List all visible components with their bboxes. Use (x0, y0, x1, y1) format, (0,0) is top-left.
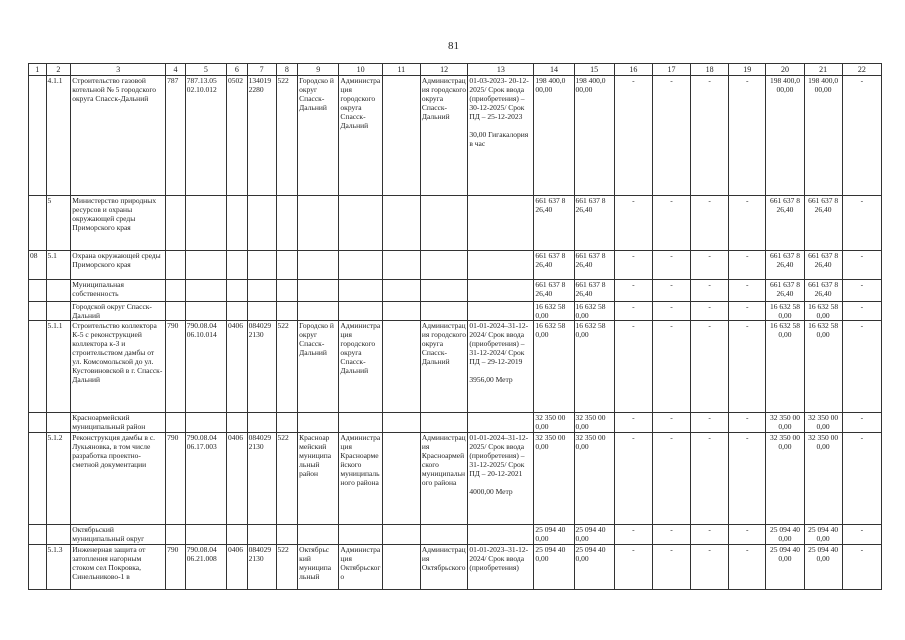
table-cell: - (614, 433, 652, 525)
table-cell: - (691, 251, 729, 280)
table-cell (185, 302, 226, 321)
table-cell: 16 632 58 0,00 (766, 302, 804, 321)
table-cell (339, 196, 382, 251)
table-cell: 01-03-2023- 20-12-2025/ Срок ввода (приобретения) – 30-12-2025/ Срок ПД – 25-12-2023 30,00 Гигакалория в час (468, 76, 534, 196)
table-cell: 522 (276, 545, 298, 590)
table-cell: - (729, 251, 766, 280)
table-cell: - (614, 196, 652, 251)
table-cell (420, 413, 467, 433)
table-cell: Администрация городского округа Спасск-Дальний (420, 321, 467, 413)
table-cell: Охрана окружающей среды Приморского края (71, 251, 166, 280)
column-number: 20 (766, 64, 804, 76)
table-cell: 32 350 00 0,00 (766, 433, 804, 525)
column-number: 3 (71, 64, 166, 76)
table-cell (276, 302, 298, 321)
table-cell: 661 637 8 26,40 (804, 251, 842, 280)
table-cell: 522 (276, 321, 298, 413)
table-cell (339, 525, 382, 545)
table-cell: - (842, 413, 881, 433)
budget-table (28, 63, 882, 590)
table-cell: 661 637 8 26,40 (766, 280, 804, 302)
table-cell: 198 400,0 00,00 (804, 76, 842, 196)
table-cell: 198 400,0 00,00 (766, 76, 804, 196)
table-cell: 198 400,0 00,00 (534, 76, 574, 196)
table-cell: 787 (166, 76, 186, 196)
table-cell (185, 413, 226, 433)
table-cell: - (614, 251, 652, 280)
table-cell: Городско й округ Спасск-Дальний (298, 321, 339, 413)
table-cell (46, 280, 71, 302)
table-cell: - (691, 413, 729, 433)
table-cell (468, 280, 534, 302)
table-cell (382, 76, 420, 196)
table-cell: - (614, 302, 652, 321)
table-cell: 661 637 8 26,40 (766, 251, 804, 280)
table-cell: Строительство коллектора К-5 с реконструкцией коллектора к-3 и строительством дамбы от ул. Комсомольской до ул. Кустовиновской в г. Спасск-Дальний (71, 321, 166, 413)
table-cell (247, 280, 276, 302)
table-cell (227, 280, 248, 302)
table-cell: 198 400,0 00,00 (574, 76, 614, 196)
table-cell: 134019 2280 (247, 76, 276, 196)
table-cell: 01-01-2024–31-12-2025/ Срок ввода (приобретения) – 31-12-2025/ Срок ПД – 20-12-2021 4000,00 Метр (468, 433, 534, 525)
table-cell: - (729, 433, 766, 525)
column-number: 8 (276, 64, 298, 76)
table-cell: 0502 (227, 76, 248, 196)
table-cell (298, 525, 339, 545)
table-row (29, 280, 882, 302)
table-cell (420, 302, 467, 321)
table-cell (468, 302, 534, 321)
table-cell (468, 525, 534, 545)
table-cell: Красноар мейский муниципа льный район (298, 433, 339, 525)
table-cell: - (652, 280, 690, 302)
table-cell (339, 302, 382, 321)
column-number: 14 (534, 64, 574, 76)
table-cell: 0406 (227, 545, 248, 590)
column-number: 18 (691, 64, 729, 76)
table-cell: 08 (29, 251, 47, 280)
table-cell (276, 280, 298, 302)
table-cell: - (614, 525, 652, 545)
table-cell: - (652, 251, 690, 280)
table-cell: - (729, 321, 766, 413)
table-cell: 790.08.04 06.21.008 (185, 545, 226, 590)
table-cell: 661 637 8 26,40 (804, 280, 842, 302)
page-number: 81 (448, 40, 459, 52)
table-cell: - (652, 413, 690, 433)
table-cell (227, 525, 248, 545)
table-cell (276, 196, 298, 251)
table-cell: 32 350 00 0,00 (574, 433, 614, 525)
table-cell: - (842, 302, 881, 321)
table-cell: - (691, 321, 729, 413)
table-cell (382, 433, 420, 525)
table-cell (276, 413, 298, 433)
column-number: 1 (29, 64, 47, 76)
table-cell: 5.1.1 (46, 321, 71, 413)
table-cell: - (691, 196, 729, 251)
table-cell (298, 302, 339, 321)
table-cell: - (729, 76, 766, 196)
table-cell: - (691, 433, 729, 525)
table-cell (382, 280, 420, 302)
header-row (29, 64, 882, 76)
table-cell: - (842, 321, 881, 413)
table-cell (298, 196, 339, 251)
table-cell: - (729, 302, 766, 321)
table-cell (166, 525, 186, 545)
table-cell: 25 094 40 0,00 (766, 545, 804, 590)
table-cell (420, 525, 467, 545)
column-number: 21 (804, 64, 842, 76)
column-number: 13 (468, 64, 534, 76)
table-cell (247, 413, 276, 433)
table-row (29, 76, 882, 196)
table-cell: Министерство природных ресурсов и охраны окружающей среды Приморского края (71, 196, 166, 251)
table-cell: Администрация городского округа Спасск-Дальний (339, 76, 382, 196)
table-cell (166, 196, 186, 251)
table-cell: 25 094 40 0,00 (804, 545, 842, 590)
table-row (29, 196, 882, 251)
table-cell: - (652, 321, 690, 413)
table-cell: 16 632 58 0,00 (804, 302, 842, 321)
table-cell: - (729, 545, 766, 590)
table-row (29, 321, 882, 413)
table-cell (227, 196, 248, 251)
table-cell: Красноармейский муниципальный район (71, 413, 166, 433)
table-cell: - (614, 280, 652, 302)
table-cell: - (614, 413, 652, 433)
column-number: 17 (652, 64, 690, 76)
table-cell (382, 251, 420, 280)
table-cell: - (652, 76, 690, 196)
table-cell: - (842, 251, 881, 280)
table-cell (247, 196, 276, 251)
table-row (29, 525, 882, 545)
table-cell (382, 302, 420, 321)
table-cell (298, 413, 339, 433)
table-cell: 16 632 58 0,00 (766, 321, 804, 413)
column-number: 16 (614, 64, 652, 76)
table-cell: 16 632 58 0,00 (574, 321, 614, 413)
table-cell: - (652, 525, 690, 545)
table-cell: 790 (166, 321, 186, 413)
table-cell (166, 413, 186, 433)
table-cell: 661 637 8 26,40 (574, 251, 614, 280)
table-cell: Инженерная защита от затопления нагорным стоком сел Покровка, Синельниково-1 в (71, 545, 166, 590)
table-cell (339, 280, 382, 302)
table-cell (247, 525, 276, 545)
table-cell: 25 094 40 0,00 (534, 545, 574, 590)
table-cell: 25 094 40 0,00 (574, 525, 614, 545)
table-cell: 084029 2130 (247, 433, 276, 525)
table-cell (185, 525, 226, 545)
table-cell: 0406 (227, 321, 248, 413)
table-cell (468, 413, 534, 433)
table-cell: - (842, 76, 881, 196)
table-cell (185, 280, 226, 302)
table-cell: Городско й округ Спасск-Дальний (298, 76, 339, 196)
table-cell: - (614, 76, 652, 196)
table-cell: Администрация городского округа Спасск-Дальний (420, 76, 467, 196)
table-cell: 32 350 00 0,00 (534, 413, 574, 433)
table-cell: 32 350 00 0,00 (804, 413, 842, 433)
table-cell: 790.08.04 06.10.014 (185, 321, 226, 413)
table-cell (227, 302, 248, 321)
table-cell: 32 350 00 0,00 (574, 413, 614, 433)
column-number: 12 (420, 64, 467, 76)
table-cell (382, 321, 420, 413)
column-number: 4 (166, 64, 186, 76)
table-cell: Строительство газовой котельной № 5 городского округа Спасск-Дальний (71, 76, 166, 196)
table-cell (166, 302, 186, 321)
table-cell: - (729, 413, 766, 433)
table-cell: 661 637 8 26,40 (534, 280, 574, 302)
table-cell: - (691, 280, 729, 302)
column-number: 5 (185, 64, 226, 76)
table-cell: - (842, 545, 881, 590)
table-cell: 661 637 8 26,40 (534, 196, 574, 251)
table-cell: 661 637 8 26,40 (804, 196, 842, 251)
table-cell: - (652, 545, 690, 590)
table-cell: 32 350 00 0,00 (766, 413, 804, 433)
table-cell: - (614, 545, 652, 590)
table-cell (339, 413, 382, 433)
table-cell: 0406 (227, 433, 248, 525)
table-cell (298, 280, 339, 302)
table-cell: Администрация Красноармейского муниципального района (420, 433, 467, 525)
table-cell: - (614, 321, 652, 413)
table-cell (29, 196, 47, 251)
table-cell: 16 632 58 0,00 (534, 302, 574, 321)
table-cell: Администрация Октябрьского (339, 545, 382, 590)
table-cell (382, 525, 420, 545)
table-cell (29, 545, 47, 590)
table-cell (29, 433, 47, 525)
column-number: 2 (46, 64, 71, 76)
table-cell: 16 632 58 0,00 (574, 302, 614, 321)
table-cell: 661 637 8 26,40 (534, 251, 574, 280)
table-cell (468, 251, 534, 280)
table-cell: 16 632 58 0,00 (534, 321, 574, 413)
table-cell: 25 094 40 0,00 (534, 525, 574, 545)
table-cell: Администрация городского округа Спасск-Дальний (339, 321, 382, 413)
table-cell: 32 350 00 0,00 (804, 433, 842, 525)
table-cell: - (691, 302, 729, 321)
table-cell (276, 251, 298, 280)
table-cell: Реконструкция дамбы в с. Лукьяновка, в том числе разработка проектно-сметной документации (71, 433, 166, 525)
table-cell (29, 413, 47, 433)
table-cell: Муниципальная собственность (71, 280, 166, 302)
column-number: 15 (574, 64, 614, 76)
table-cell: 25 094 40 0,00 (574, 545, 614, 590)
table-cell: 522 (276, 433, 298, 525)
table-row (29, 251, 882, 280)
table-cell (166, 251, 186, 280)
table-cell: - (652, 302, 690, 321)
table-cell: Администрация Октябрьского (420, 545, 467, 590)
table-cell: 4.1.1 (46, 76, 71, 196)
table-cell (276, 525, 298, 545)
table-cell: 661 637 8 26,40 (574, 196, 614, 251)
table-cell: - (691, 76, 729, 196)
table-cell: - (729, 196, 766, 251)
column-number: 11 (382, 64, 420, 76)
table-cell (46, 525, 71, 545)
table-cell: 25 094 40 0,00 (766, 525, 804, 545)
column-number: 7 (247, 64, 276, 76)
table-cell (247, 251, 276, 280)
column-number: 19 (729, 64, 766, 76)
table-cell (46, 302, 71, 321)
table-cell (227, 413, 248, 433)
table-cell: 32 350 00 0,00 (534, 433, 574, 525)
table-cell (420, 251, 467, 280)
table-cell (339, 251, 382, 280)
column-number: 6 (227, 64, 248, 76)
table-cell (420, 280, 467, 302)
table-cell (46, 413, 71, 433)
table-cell (247, 302, 276, 321)
table-cell: 16 632 58 0,00 (804, 321, 842, 413)
table-cell: 5.1.3 (46, 545, 71, 590)
table-cell: - (652, 196, 690, 251)
column-number: 9 (298, 64, 339, 76)
table-cell (29, 76, 47, 196)
table-cell: - (842, 433, 881, 525)
table-cell (382, 413, 420, 433)
table-cell: 25 094 40 0,00 (804, 525, 842, 545)
table-cell: - (691, 525, 729, 545)
table-cell (29, 280, 47, 302)
table-cell: 5.1.2 (46, 433, 71, 525)
table-cell: 787.13.05 02.10.012 (185, 76, 226, 196)
table-cell (420, 196, 467, 251)
table-cell: 790 (166, 433, 186, 525)
table-cell: Администрация Красноармейского муниципального района (339, 433, 382, 525)
table-row (29, 545, 882, 590)
table-cell: 661 637 8 26,40 (766, 196, 804, 251)
table-cell: 5.1 (46, 251, 71, 280)
table-cell (29, 525, 47, 545)
column-number: 22 (842, 64, 881, 76)
table-cell: 084029 2130 (247, 545, 276, 590)
table-row (29, 433, 882, 525)
table-cell: - (842, 525, 881, 545)
table-cell (468, 196, 534, 251)
table-cell (185, 196, 226, 251)
table-cell: 790.08.04 06.17.003 (185, 433, 226, 525)
table-cell: - (729, 280, 766, 302)
table-cell: 790 (166, 545, 186, 590)
table-cell: - (691, 545, 729, 590)
table-row (29, 413, 882, 433)
table-cell (166, 280, 186, 302)
table-cell: 522 (276, 76, 298, 196)
table-cell: - (652, 433, 690, 525)
table-cell: 5 (46, 196, 71, 251)
table-cell (29, 321, 47, 413)
table-cell: 01-01-2024–31-12-2024/ Срок ввода (приобретения) – 31-12-2024/ Срок ПД – 29-12-2019 3956,00 Метр (468, 321, 534, 413)
table-cell: 084029 2130 (247, 321, 276, 413)
table-cell: 01-01-2023–31-12-2024/ Срок ввода (приобретения) (468, 545, 534, 590)
table-cell: - (729, 525, 766, 545)
table-cell: Городской округ Спасск-Дальний (71, 302, 166, 321)
table-cell: 661 637 8 26,40 (574, 280, 614, 302)
table-cell: - (842, 196, 881, 251)
table-cell (382, 196, 420, 251)
table-cell (298, 251, 339, 280)
table-cell: Октябрьский муниципальный округ (71, 525, 166, 545)
table-cell (29, 302, 47, 321)
table-row (29, 302, 882, 321)
column-number: 10 (339, 64, 382, 76)
table-cell (382, 545, 420, 590)
table-cell: Октябрьс кий муниципа льный (298, 545, 339, 590)
table-cell (185, 251, 226, 280)
table-cell: - (842, 280, 881, 302)
table-cell (227, 251, 248, 280)
